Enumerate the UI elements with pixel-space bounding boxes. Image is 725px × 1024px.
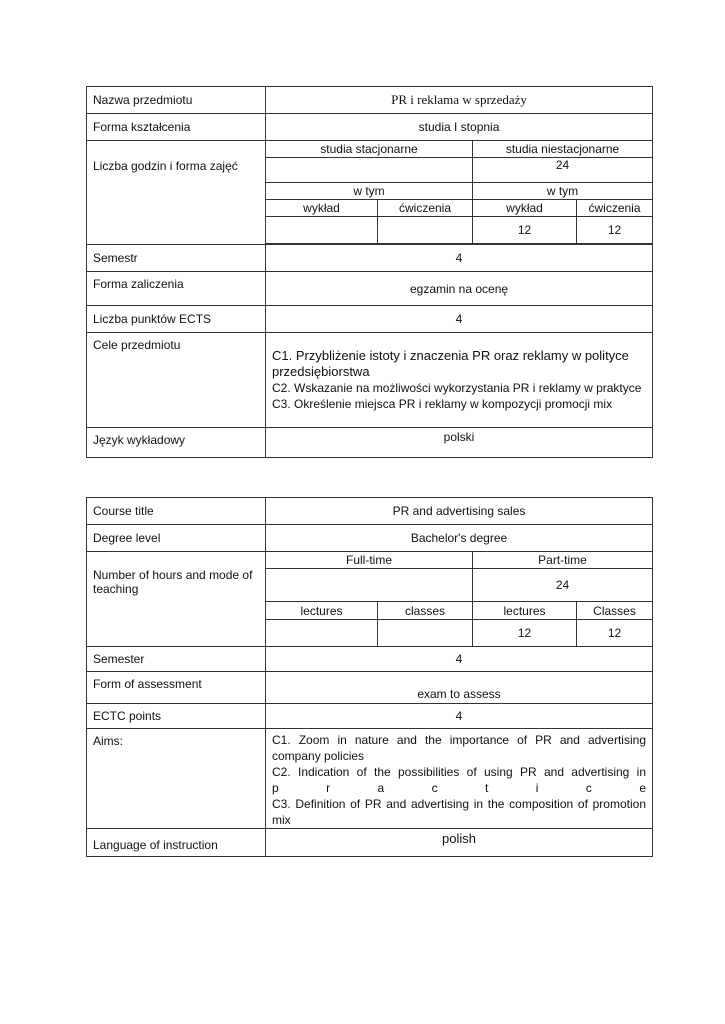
ft-lectures-header: wykład bbox=[266, 200, 378, 217]
ects-label: Liczba punktów ECTS bbox=[87, 306, 266, 333]
course-title-value: PR and advertising sales bbox=[266, 498, 653, 525]
ft-lectures-value-en bbox=[266, 620, 378, 647]
pt-classes-header-en: Classes bbox=[577, 602, 653, 620]
degree-label: Degree level bbox=[87, 525, 266, 552]
ft-lectures-header-en: lectures bbox=[266, 602, 378, 620]
aim-2-en-spread: p r a c t i c e bbox=[272, 780, 646, 795]
aim-1-en: C1. Zoom in nature and the importance of PR and advertising company policies bbox=[272, 732, 646, 763]
aim-2: C2. Wskazanie na możliwości wykorzystania PR i reklamy w praktyce bbox=[272, 381, 642, 395]
hours-label: Liczba godzin i forma zajęć bbox=[87, 141, 266, 245]
form-label: Forma kształcenia bbox=[87, 114, 266, 141]
parttime-total: 24 bbox=[473, 158, 653, 183]
hours-label-en: Number of hours and mode of teaching bbox=[87, 552, 266, 647]
ft-lectures-value bbox=[266, 217, 378, 244]
parttime-header: studia niestacjonarne bbox=[473, 141, 653, 158]
language-value-en: polish bbox=[266, 829, 653, 857]
aim-3-en: C3. Definition of PR and advertising in the composition of promotion mix bbox=[272, 796, 646, 827]
pt-lectures-header-en: lectures bbox=[473, 602, 577, 620]
polish-course-table bbox=[86, 86, 653, 458]
semester-value-en: 4 bbox=[266, 647, 653, 672]
aim-1: C1. Przybliżenie istoty i znaczenia PR oraz reklamy w polityce przedsiębiorstwa bbox=[272, 348, 629, 379]
assessment-value: egzamin na ocenę bbox=[266, 272, 653, 306]
course-name-value: PR i reklama w sprzedaży bbox=[266, 87, 653, 114]
parttime-wtym: w tym bbox=[473, 183, 653, 200]
language-value: polski bbox=[266, 428, 653, 458]
english-course-table bbox=[86, 497, 653, 857]
pt-classes-value-en: 12 bbox=[577, 620, 653, 647]
aims-value-en bbox=[266, 729, 653, 829]
assessment-label: Forma zaliczenia bbox=[87, 272, 266, 306]
semester-value: 4 bbox=[266, 245, 653, 272]
pt-classes-header: ćwiczenia bbox=[577, 200, 653, 217]
ft-classes-value-en bbox=[378, 620, 473, 647]
parttime-total-en: 24 bbox=[473, 569, 653, 602]
ft-classes-header-en: classes bbox=[378, 602, 473, 620]
fulltime-total-en bbox=[266, 569, 473, 602]
language-label-en: Language of instruction bbox=[87, 829, 266, 857]
pt-classes-value: 12 bbox=[577, 217, 653, 244]
aims-label-en: Aims: bbox=[87, 729, 266, 829]
pt-lectures-header: wykład bbox=[473, 200, 577, 217]
degree-value: Bachelor's degree bbox=[266, 525, 653, 552]
semester-label-en: Semester bbox=[87, 647, 266, 672]
assessment-value-en: exam to assess bbox=[266, 672, 653, 704]
course-name-label: Nazwa przedmiotu bbox=[87, 87, 266, 114]
aim-2-en: C2. Indication of the possibilities of using PR and advertising in bbox=[272, 764, 646, 779]
ects-label-en: ECTC points bbox=[87, 704, 266, 729]
pt-lectures-value: 12 bbox=[473, 217, 577, 244]
semester-label: Semestr bbox=[87, 245, 266, 272]
parttime-header-en: Part-time bbox=[473, 552, 653, 569]
fulltime-header: studia stacjonarne bbox=[266, 141, 473, 158]
assessment-label-en: Form of assessment bbox=[87, 672, 266, 704]
form-value: studia I stopnia bbox=[266, 114, 653, 141]
pt-lectures-value-en: 12 bbox=[473, 620, 577, 647]
ects-value: 4 bbox=[266, 306, 653, 333]
aim-3: C3. Określenie miejsca PR i reklamy w kompozycji promocji mix bbox=[272, 397, 613, 411]
fulltime-total bbox=[266, 158, 473, 183]
ft-classes-header: ćwiczenia bbox=[378, 200, 473, 217]
ft-classes-value bbox=[378, 217, 473, 244]
ects-value-en: 4 bbox=[266, 704, 653, 729]
aims-value bbox=[266, 333, 653, 428]
fulltime-wtym: w tym bbox=[266, 183, 473, 200]
aims-label: Cele przedmiotu bbox=[87, 333, 266, 428]
language-label: Język wykładowy bbox=[87, 428, 266, 458]
fulltime-header-en: Full-time bbox=[266, 552, 473, 569]
course-title-label: Course title bbox=[87, 498, 266, 525]
